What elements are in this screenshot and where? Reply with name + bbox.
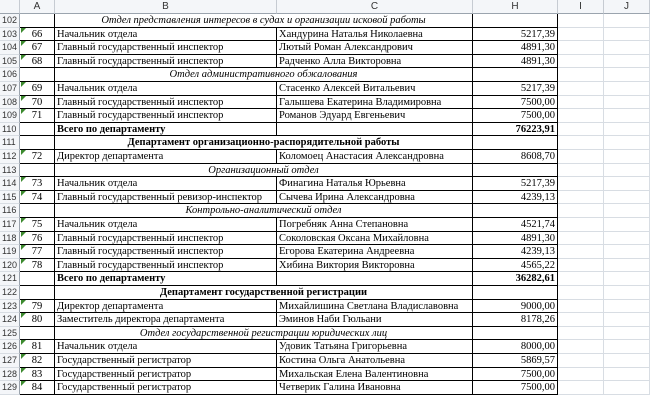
number-cell[interactable]: 81 xyxy=(20,340,55,354)
position-cell[interactable]: Начальник отдела xyxy=(55,28,277,42)
cell-i[interactable] xyxy=(558,340,604,354)
error-indicator-icon xyxy=(21,313,26,318)
section-title-cell[interactable]: Контрольно-аналитический отдел xyxy=(55,204,473,218)
cell-c[interactable] xyxy=(277,272,473,286)
employee-name-cell[interactable]: Стасенко Алексей Витальевич xyxy=(277,82,473,96)
cell-i[interactable] xyxy=(558,272,604,286)
error-indicator-icon xyxy=(21,191,26,196)
cell-i[interactable] xyxy=(558,164,604,178)
amount-cell[interactable]: 5217,39 xyxy=(473,28,558,42)
position-cell[interactable]: Начальник отдела xyxy=(55,82,277,96)
cell-h[interactable] xyxy=(473,14,558,28)
row-header[interactable]: 119 xyxy=(0,245,20,259)
cell-i[interactable] xyxy=(558,82,604,96)
position-cell[interactable]: Директор департамента xyxy=(55,300,277,314)
table-row xyxy=(0,41,650,55)
number-cell[interactable]: 75 xyxy=(20,218,55,232)
row-header[interactable]: 102 xyxy=(0,14,20,28)
table-row xyxy=(0,340,650,354)
error-indicator-icon xyxy=(21,245,26,250)
cell-i[interactable] xyxy=(558,245,604,259)
column-header-a[interactable]: A xyxy=(20,0,55,14)
column-header-j[interactable]: J xyxy=(604,0,650,14)
cell-j[interactable] xyxy=(604,232,650,246)
table-row xyxy=(0,286,650,300)
table-row xyxy=(0,150,650,164)
employee-name-cell[interactable]: Лютый Роман Александрович xyxy=(277,41,473,55)
row-header[interactable]: 117 xyxy=(0,218,20,232)
amount-cell[interactable]: 4239,13 xyxy=(473,245,558,259)
section-title-cell[interactable]: Организационный отдел xyxy=(55,164,473,178)
number-cell[interactable]: 70 xyxy=(20,96,55,110)
section-title-cell[interactable]: Отдел государственной регистрации юридических лиц xyxy=(55,327,473,341)
error-indicator-icon xyxy=(21,300,26,305)
table-row xyxy=(0,68,650,82)
cell-i[interactable] xyxy=(558,150,604,164)
employee-name-cell[interactable]: Михайлишина Светлана Владиславовна xyxy=(277,300,473,314)
row-header[interactable]: 121 xyxy=(0,272,20,286)
cell-j[interactable] xyxy=(604,55,650,69)
cell-j[interactable] xyxy=(604,218,650,232)
amount-cell[interactable]: 9000,00 xyxy=(473,300,558,314)
cell-j[interactable] xyxy=(604,340,650,354)
row-header[interactable]: 127 xyxy=(0,354,20,368)
cell-j[interactable] xyxy=(604,109,650,123)
position-cell[interactable]: Государственный регистратор xyxy=(55,354,277,368)
cell-j[interactable] xyxy=(604,259,650,273)
amount-cell[interactable]: 7500,00 xyxy=(473,109,558,123)
table-row xyxy=(0,109,650,123)
row-header[interactable]: 120 xyxy=(0,259,20,273)
position-cell[interactable]: Главный государственный инспектор xyxy=(55,245,277,259)
employee-name-cell[interactable]: Егорова Екатерина Андреевна xyxy=(277,245,473,259)
number-cell[interactable]: 79 xyxy=(20,300,55,314)
select-all-corner[interactable] xyxy=(0,0,20,14)
cell-a[interactable] xyxy=(20,14,55,28)
cell-i[interactable] xyxy=(558,177,604,191)
cell-a[interactable] xyxy=(20,123,55,137)
table-row xyxy=(0,259,650,273)
cell-j[interactable] xyxy=(604,96,650,110)
number-cell[interactable]: 74 xyxy=(20,191,55,205)
cell-j[interactable] xyxy=(604,123,650,137)
employee-name-cell[interactable]: Эминов Наби Гюльани xyxy=(277,313,473,327)
row-header[interactable]: 122 xyxy=(0,286,20,300)
employee-name-cell[interactable]: Романов Эдуард Евгеньевич xyxy=(277,109,473,123)
column-header-c[interactable]: C xyxy=(277,0,473,14)
column-header-i[interactable]: I xyxy=(558,0,604,14)
cell-i[interactable] xyxy=(558,354,604,368)
amount-cell[interactable]: 8000,00 xyxy=(473,340,558,354)
section-title-cell[interactable]: Отдел представления интересов в судах и организации исковой работы xyxy=(55,14,473,28)
column-header-b[interactable]: B xyxy=(55,0,277,14)
error-indicator-icon xyxy=(21,150,26,155)
table-row xyxy=(0,245,650,259)
error-indicator-icon xyxy=(21,259,26,264)
cell-i[interactable] xyxy=(558,232,604,246)
position-cell[interactable]: Начальник отдела xyxy=(55,340,277,354)
cell-i[interactable] xyxy=(558,218,604,232)
cell-j[interactable] xyxy=(604,272,650,286)
cell-j[interactable] xyxy=(604,245,650,259)
table-row xyxy=(0,123,650,137)
cell-i[interactable] xyxy=(558,381,604,395)
error-indicator-icon xyxy=(21,177,26,182)
employee-name-cell[interactable]: Костина Ольга Анатольевна xyxy=(277,354,473,368)
row-header[interactable]: 114 xyxy=(0,177,20,191)
amount-cell[interactable]: 5869,57 xyxy=(473,354,558,368)
position-cell[interactable]: Начальник отдела xyxy=(55,177,277,191)
cell-a[interactable] xyxy=(20,68,55,82)
table-row xyxy=(0,14,650,28)
row-header[interactable]: 126 xyxy=(0,340,20,354)
amount-cell[interactable]: 4891,30 xyxy=(473,55,558,69)
error-indicator-icon xyxy=(21,96,26,101)
cell-c[interactable] xyxy=(277,123,473,137)
cell-i[interactable] xyxy=(558,300,604,314)
cell-i[interactable] xyxy=(558,96,604,110)
column-header-h[interactable]: H xyxy=(473,0,558,14)
error-indicator-icon xyxy=(21,55,26,60)
cell-j[interactable] xyxy=(604,177,650,191)
amount-cell[interactable]: 4891,30 xyxy=(473,41,558,55)
number-cell[interactable]: 69 xyxy=(20,82,55,96)
row-header[interactable]: 109 xyxy=(0,109,20,123)
cell-i[interactable] xyxy=(558,368,604,382)
position-cell[interactable]: Главный государственный инспектор xyxy=(55,232,277,246)
cell-a[interactable] xyxy=(20,272,55,286)
cell-h[interactable] xyxy=(473,286,558,300)
cell-j[interactable] xyxy=(604,14,650,28)
cell-a[interactable] xyxy=(20,136,55,150)
employee-name-cell[interactable]: Четверик Галина Ивановна xyxy=(277,381,473,395)
amount-cell[interactable]: 4565,22 xyxy=(473,259,558,273)
table-row xyxy=(0,164,650,178)
employee-name-cell[interactable]: Галышева Екатерина Владимировна xyxy=(277,96,473,110)
row-header[interactable]: 112 xyxy=(0,150,20,164)
row-header[interactable]: 128 xyxy=(0,368,20,382)
cell-j[interactable] xyxy=(604,327,650,341)
cell-j[interactable] xyxy=(604,82,650,96)
error-indicator-icon xyxy=(21,381,26,386)
table-row xyxy=(0,313,650,327)
employee-name-cell[interactable]: Хибина Виктория Викторовна xyxy=(277,259,473,273)
cell-i[interactable] xyxy=(558,286,604,300)
employee-name-cell[interactable]: Сычева Ирина Александровна xyxy=(277,191,473,205)
table-row xyxy=(0,136,650,150)
row-header[interactable]: 110 xyxy=(0,123,20,137)
cell-j[interactable] xyxy=(604,68,650,82)
employee-name-cell[interactable]: Погребняк Анна Степановна xyxy=(277,218,473,232)
table-row xyxy=(0,327,650,341)
table-row xyxy=(0,272,650,286)
position-cell[interactable]: Главный государственный инспектор xyxy=(55,109,277,123)
position-cell[interactable]: Главный государственный инспектор xyxy=(55,41,277,55)
cell-h[interactable] xyxy=(473,68,558,82)
employee-name-cell[interactable]: Соколовская Оксана Михайловна xyxy=(277,232,473,246)
row-header[interactable]: 115 xyxy=(0,191,20,205)
table-row xyxy=(0,82,650,96)
cell-j[interactable] xyxy=(604,313,650,327)
section-title-cell[interactable]: Отдел административного обжалования xyxy=(55,68,473,82)
cell-i[interactable] xyxy=(558,55,604,69)
cell-i[interactable] xyxy=(558,41,604,55)
number-cell[interactable]: 72 xyxy=(20,150,55,164)
table-row xyxy=(0,96,650,110)
employee-name-cell[interactable]: Финагина Наталья Юрьевна xyxy=(277,177,473,191)
row-header[interactable]: 104 xyxy=(0,41,20,55)
cell-j[interactable] xyxy=(604,354,650,368)
cell-i[interactable] xyxy=(558,14,604,28)
number-cell[interactable]: 66 xyxy=(20,28,55,42)
position-cell[interactable]: Государственный регистратор xyxy=(55,381,277,395)
employee-name-cell[interactable]: Радченко Алла Викторовна xyxy=(277,55,473,69)
cell-i[interactable] xyxy=(558,204,604,218)
row-header[interactable]: 107 xyxy=(0,82,20,96)
amount-cell[interactable]: 4891,30 xyxy=(473,232,558,246)
cell-h[interactable] xyxy=(473,327,558,341)
table-row xyxy=(0,232,650,246)
error-indicator-icon xyxy=(21,109,26,114)
cell-a[interactable] xyxy=(20,164,55,178)
cell-j[interactable] xyxy=(604,28,650,42)
cell-i[interactable] xyxy=(558,136,604,150)
cell-a[interactable] xyxy=(20,286,55,300)
row-header[interactable]: 106 xyxy=(0,68,20,82)
table-row xyxy=(0,191,650,205)
row-header[interactable]: 123 xyxy=(0,300,20,314)
table-row xyxy=(0,177,650,191)
amount-cell[interactable]: 8178,26 xyxy=(473,313,558,327)
table-row xyxy=(0,55,650,69)
cell-i[interactable] xyxy=(558,327,604,341)
cell-i[interactable] xyxy=(558,191,604,205)
error-indicator-icon xyxy=(21,82,26,87)
row-header[interactable]: 103 xyxy=(0,28,20,42)
cell-j[interactable] xyxy=(604,136,650,150)
total-label-cell[interactable]: Всего по департаменту xyxy=(55,272,277,286)
position-cell[interactable]: Начальник отдела xyxy=(55,218,277,232)
cell-i[interactable] xyxy=(558,123,604,137)
error-indicator-icon xyxy=(21,218,26,223)
cell-a[interactable] xyxy=(20,327,55,341)
number-cell[interactable]: 80 xyxy=(20,313,55,327)
amount-cell[interactable]: 7500,00 xyxy=(473,368,558,382)
cell-i[interactable] xyxy=(558,28,604,42)
amount-cell[interactable]: 4239,13 xyxy=(473,191,558,205)
error-indicator-icon xyxy=(21,232,26,237)
number-cell[interactable]: 83 xyxy=(20,368,55,382)
cell-j[interactable] xyxy=(604,204,650,218)
cell-j[interactable] xyxy=(604,300,650,314)
amount-cell[interactable]: 5217,39 xyxy=(473,177,558,191)
table-row xyxy=(0,218,650,232)
amount-cell[interactable]: 5217,39 xyxy=(473,82,558,96)
cell-j[interactable] xyxy=(604,164,650,178)
amount-cell[interactable]: 4521,74 xyxy=(473,218,558,232)
total-label-cell[interactable]: Всего по департаменту xyxy=(55,123,277,137)
number-cell[interactable]: 71 xyxy=(20,109,55,123)
position-cell[interactable]: Государственный регистратор xyxy=(55,368,277,382)
cell-i[interactable] xyxy=(558,109,604,123)
cell-j[interactable] xyxy=(604,191,650,205)
row-header[interactable]: 118 xyxy=(0,232,20,246)
number-cell[interactable]: 67 xyxy=(20,41,55,55)
cell-j[interactable] xyxy=(604,381,650,395)
error-indicator-icon xyxy=(21,28,26,33)
number-cell[interactable]: 68 xyxy=(20,55,55,69)
total-value-cell[interactable]: 76223,91 xyxy=(473,123,558,137)
cell-a[interactable] xyxy=(20,204,55,218)
row-header[interactable]: 113 xyxy=(0,164,20,178)
department-title-cell[interactable]: Департамент организационно-распорядительной работы xyxy=(55,136,473,150)
cell-j[interactable] xyxy=(604,286,650,300)
employee-name-cell[interactable]: Михальская Елена Валентиновна xyxy=(277,368,473,382)
employee-name-cell[interactable]: Коломоец Анастасия Александровна xyxy=(277,150,473,164)
cell-i[interactable] xyxy=(558,259,604,273)
position-cell[interactable]: Директор департамента xyxy=(55,150,277,164)
amount-cell[interactable]: 7500,00 xyxy=(473,96,558,110)
row-header[interactable]: 124 xyxy=(0,313,20,327)
position-cell[interactable]: Главный государственный инспектор xyxy=(55,259,277,273)
row-header[interactable]: 111 xyxy=(0,136,20,150)
table-row xyxy=(0,354,650,368)
row-header[interactable]: 129 xyxy=(0,381,20,395)
table-row xyxy=(0,368,650,382)
row-header[interactable]: 105 xyxy=(0,55,20,69)
number-cell[interactable]: 76 xyxy=(20,232,55,246)
row-header[interactable]: 125 xyxy=(0,327,20,341)
cell-i[interactable] xyxy=(558,68,604,82)
department-title-cell[interactable]: Департамент государственной регистрации xyxy=(55,286,473,300)
number-cell[interactable]: 82 xyxy=(20,354,55,368)
error-indicator-icon xyxy=(21,368,26,373)
table-row xyxy=(0,28,650,42)
employee-name-cell[interactable]: Удовик Татьяна Григорьевна xyxy=(277,340,473,354)
cell-h[interactable] xyxy=(473,164,558,178)
table-row xyxy=(0,204,650,218)
error-indicator-icon xyxy=(21,340,26,345)
cell-h[interactable] xyxy=(473,204,558,218)
position-cell[interactable]: Главный государственный инспектор xyxy=(55,96,277,110)
total-value-cell[interactable]: 36282,61 xyxy=(473,272,558,286)
cell-j[interactable] xyxy=(604,150,650,164)
number-cell[interactable]: 78 xyxy=(20,259,55,273)
cell-h[interactable] xyxy=(473,136,558,150)
number-cell[interactable]: 77 xyxy=(20,245,55,259)
position-cell[interactable]: Заместитель директора департамента xyxy=(55,313,277,327)
row-header[interactable]: 108 xyxy=(0,96,20,110)
cell-j[interactable] xyxy=(604,41,650,55)
number-cell[interactable]: 84 xyxy=(20,381,55,395)
amount-cell[interactable]: 8608,70 xyxy=(473,150,558,164)
error-indicator-icon xyxy=(21,354,26,359)
position-cell[interactable]: Главный государственный инспектор xyxy=(55,55,277,69)
employee-name-cell[interactable]: Хандурина Наталья Николаевна xyxy=(277,28,473,42)
cell-j[interactable] xyxy=(604,368,650,382)
row-header[interactable]: 116 xyxy=(0,204,20,218)
error-indicator-icon xyxy=(21,41,26,46)
position-cell[interactable]: Главный государственный ревизор-инспектор xyxy=(55,191,277,205)
table-row xyxy=(0,381,650,395)
cell-i[interactable] xyxy=(558,313,604,327)
table-row xyxy=(0,300,650,314)
number-cell[interactable]: 73 xyxy=(20,177,55,191)
amount-cell[interactable]: 7500,00 xyxy=(473,381,558,395)
